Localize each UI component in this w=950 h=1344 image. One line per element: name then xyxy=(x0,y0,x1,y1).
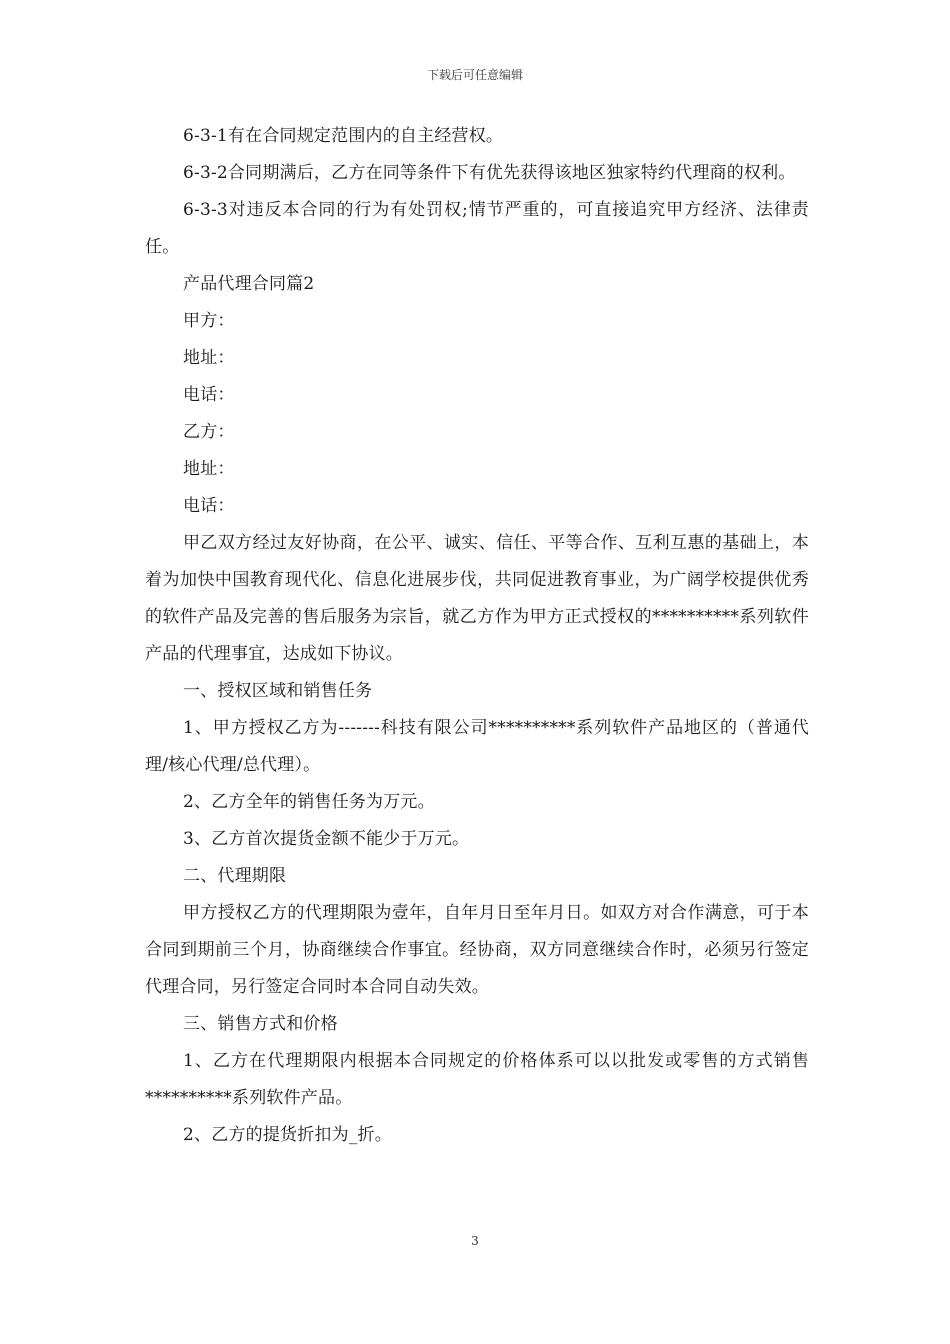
page-header-note: 下载后可任意编辑 xyxy=(426,68,523,82)
section-1-heading: 一、授权区域和销售任务 xyxy=(183,681,373,701)
party-a-address-label: 地址： xyxy=(183,348,235,368)
party-b-address-label: 地址： xyxy=(183,459,235,479)
section-3-item-1: 1、乙方在代理期限内根据本合同规定的价格体系可以以批发或零售的方式销售**********系列软件产品。 xyxy=(145,1051,809,1108)
party-b-phone-label: 电话： xyxy=(183,496,235,516)
section-3-heading: 三、销售方式和价格 xyxy=(183,1014,338,1034)
section-1-item-2: 2、乙方全年的销售任务为万元。 xyxy=(183,792,435,812)
party-a-label: 甲方： xyxy=(183,311,235,331)
intro-paragraph: 甲乙双方经过友好协商，在公平、诚实、信任、平等合作、互利互惠的基础上，本着为加快中国教育现代化、信息化进展步伐，共同促进教育事业，为广阔学校提供优秀的软件产品及完善的售后服务为宗旨，就乙方作为甲方正式授权的**********系列软件产品的代理事宜，达成如下协议。 xyxy=(145,533,809,664)
clause-6-3-3: 6-3-3对违反本合同的行为有处罚权;情节严重的，可直接追究甲方经济、法律责任。 xyxy=(145,200,809,257)
document-body xyxy=(145,118,809,1154)
page-number: 3 xyxy=(471,1234,479,1248)
clause-6-3-1: 6-3-1有在合同规定范围内的自主经营权。 xyxy=(183,126,504,146)
section-3-item-2: 2、乙方的提货折扣为_折。 xyxy=(183,1125,392,1145)
section-2-paragraph: 甲方授权乙方的代理期限为壹年，自年月日至年月日。如双方对合作满意，可于本合同到期前三个月，协商继续合作事宜。经协商，双方同意继续合作时，必须另行签定代理合同，另行签定合同时本合同自动失效。 xyxy=(145,903,809,997)
contract-title: 产品代理合同篇2 xyxy=(183,274,315,294)
section-2-heading: 二、代理期限 xyxy=(183,866,287,886)
section-1-item-1: 1、甲方授权乙方为-------科技有限公司**********系列软件产品地区的（普通代理/核心代理/总代理）。 xyxy=(145,718,809,775)
section-1-item-3: 3、乙方首次提货金额不能少于万元。 xyxy=(183,829,470,849)
party-a-phone-label: 电话： xyxy=(183,385,235,405)
party-b-label: 乙方： xyxy=(183,422,235,442)
clause-6-3-2: 6-3-2合同期满后，乙方在同等条件下有优先获得该地区独家特约代理商的权利。 xyxy=(183,163,796,183)
